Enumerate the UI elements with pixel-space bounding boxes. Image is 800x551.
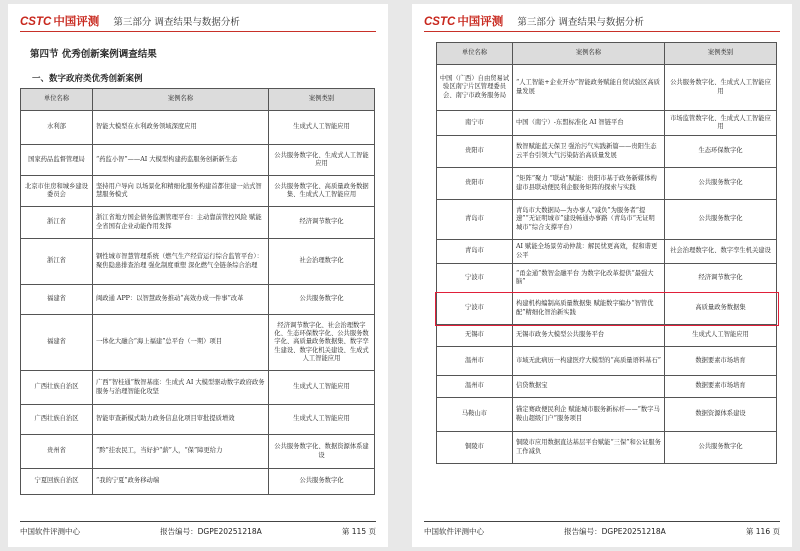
cell-unit: 青岛市 [437, 200, 513, 240]
table-row [437, 264, 777, 293]
cell-case: “矩阵”聚力 “联动”赋能：贵阳市基于政务新媒体构建市县联动便民利企服务矩阵的探索与实践 [513, 168, 665, 200]
cell-case: 锚定赛政便民利企 赋能城市服务新标杆——“数字马鞍山超级门户”服务项目 [513, 398, 665, 432]
footer-page-number: 第 116 页 [745, 527, 780, 536]
cell-case: 广西“智桂通”数智基座：生成式 AI 大模型驱动数字政府政务服务与治理智能化攻坚 [93, 371, 269, 405]
cell-unit: 国家药品监督管理局 [21, 145, 93, 176]
table-row [21, 315, 375, 371]
cell-case: 智能审查新模式助力政务信息化项目审批提质增效 [93, 405, 269, 435]
cell-case: 一体化大融合“海上福建”总平台（一期）项目 [93, 315, 269, 371]
table-row [437, 325, 777, 347]
table-row [21, 469, 375, 495]
cell-case: 浙江省地方国企债务监测管理平台：主动靠前管控风险 赋能全省国有企业动能作用发挥 [93, 207, 269, 239]
cell-category: 公共服务数字化、生成式人工智能应用 [665, 65, 777, 111]
cell-category: 公共服务数字化、生成式人工智能应用 [269, 145, 375, 176]
cases-table-left [20, 88, 375, 495]
table-row [21, 371, 375, 405]
cell-category: 社会治理数字化 [269, 239, 375, 285]
cell-unit: 北京市住房和城乡建设委员会 [21, 176, 93, 207]
cell-case: “药监小智”——AI 大模型构建药监服务创新新生态 [93, 145, 269, 176]
cell-case: 无锡市政务大模型公共服务平台 [513, 325, 665, 347]
cell-unit: 温州市 [437, 347, 513, 376]
cell-case: AI 赋能全场景劳动仲裁：解民忧更高效，促和谐更公平 [513, 240, 665, 264]
page-header [20, 10, 376, 32]
cell-unit: 水利部 [21, 111, 93, 145]
col-header-category: 案例类别 [665, 43, 777, 65]
cell-unit: 中国（广西）自由贸易试验区南宁片区管理委员会、南宁市政务服务局 [437, 65, 513, 111]
cell-unit: 贵州省 [21, 435, 93, 469]
table-row [437, 200, 777, 240]
table-row [21, 145, 375, 176]
cell-unit: 宁夏回族自治区 [21, 469, 93, 495]
table-row [437, 432, 777, 464]
table-row [437, 347, 777, 376]
cell-case: 闽政通 APP：以智慧政务推动“高效办成一件事”改革 [93, 285, 269, 315]
cell-unit: 南宁市 [437, 111, 513, 136]
cell-category: 公共服务数字化 [269, 469, 375, 495]
table-row [437, 168, 777, 200]
cell-category: 经济调节数字化、社会治理数字化、生态环保数字化、公共服务数字化、高质量政务数据集、数字孪生建设、数字化机关建设、生成式人工智能应用 [269, 315, 375, 371]
cstc-logo: CSTC 中国评测 [424, 15, 504, 28]
cell-category: 市场监管数字化、生成式人工智能应用 [665, 111, 777, 136]
cell-category: 生成式人工智能应用 [269, 405, 375, 435]
table-row [437, 240, 777, 264]
col-header-case: 案例名称 [513, 43, 665, 65]
cell-category: 公共服务数字化、高质量政务数据集、生成式人工智能应用 [269, 176, 375, 207]
table-header-row [437, 43, 777, 65]
col-header-unit: 单位名称 [437, 43, 513, 65]
header-title: 第三部分 调查结果与数据分析 [113, 16, 240, 28]
cell-category: 数据资源体系建设 [665, 398, 777, 432]
cell-category: 经济调节数字化 [269, 207, 375, 239]
cell-case: 市域无此病历一构建医疗大模型的“高质量语料基石” [513, 347, 665, 376]
table-row [21, 435, 375, 469]
cell-unit: 浙江省 [21, 207, 93, 239]
table-row [437, 65, 777, 111]
cell-unit: 福建省 [21, 315, 93, 371]
cell-case: 青岛市大数据局—为办事人“减负”为服务者“提速”“无证明城市”建设畅通办事路（青岛市“无证明城市”综合支撑平台） [513, 200, 665, 240]
page-footer [424, 521, 780, 537]
section-title: 第四节 优秀创新案例调查结果 [30, 49, 157, 60]
table-row [21, 285, 375, 315]
cell-case: 铜陵市应用数据直达基层平台赋能“三保”和公证服务工作减负 [513, 432, 665, 464]
footer-org: 中国软件评测中心 [424, 527, 484, 536]
cell-case: “人工智能+企业开办”智能政务赋能自贸试验区高质量发展 [513, 65, 665, 111]
cell-unit: 马鞍山市 [437, 398, 513, 432]
cell-unit: 广西壮族自治区 [21, 405, 93, 435]
table-row [21, 405, 375, 435]
header-title: 第三部分 调查结果与数据分析 [517, 16, 644, 28]
cell-case: “甬金通”数智金融平台 为数字化改革提供“最强大脑” [513, 264, 665, 293]
cell-case: 信贷数据宝 [513, 376, 665, 398]
cell-category: 高质量政务数据集 [665, 293, 777, 325]
cell-unit: 青岛市 [437, 240, 513, 264]
col-header-unit: 单位名称 [21, 89, 93, 111]
cell-case: “我的宁夏”政务移动端 [93, 469, 269, 495]
cell-category: 社会治理数字化、数字孪生机关建设 [665, 240, 777, 264]
cell-unit: 宁波市 [437, 293, 513, 325]
cell-category: 生成式人工智能应用 [269, 111, 375, 145]
cell-category: 公共服务数字化 [269, 285, 375, 315]
table-row [21, 207, 375, 239]
cell-category: 数据要素市场培育 [665, 347, 777, 376]
cell-category: 经济调节数字化 [665, 264, 777, 293]
table-row [437, 398, 777, 432]
cell-case: 数智赋能蓝天保卫 强治污气实践新篇——贵阳生态云平台引领大气污染防治高质量发展 [513, 136, 665, 168]
table-row [437, 111, 777, 136]
cstc-logo: CSTC 中国评测 [20, 15, 100, 28]
cell-category: 公共服务数字化 [665, 200, 777, 240]
cell-unit: 福建省 [21, 285, 93, 315]
cell-category: 公共服务数字化 [665, 168, 777, 200]
table-row-highlighted [437, 293, 777, 325]
cell-unit: 温州市 [437, 376, 513, 398]
cell-category: 生态环保数字化 [665, 136, 777, 168]
footer-report-number: 报告编号：DGPE20251218A [160, 527, 262, 536]
table-header-row [21, 89, 375, 111]
cell-case: 智能大模型在水利政务领域深度应用 [93, 111, 269, 145]
cell-unit: 浙江省 [21, 239, 93, 285]
cell-category: 生成式人工智能应用 [269, 371, 375, 405]
cell-unit: 无锡市 [437, 325, 513, 347]
footer-org: 中国软件评测中心 [20, 527, 80, 536]
cell-case: “黔”挂农民工，当好护“薪”人，“保”障更给力 [93, 435, 269, 469]
cell-category: 公共服务数字化、数据资源体系建设 [269, 435, 375, 469]
cell-unit: 铜陵市 [437, 432, 513, 464]
subsection-title: 一、数字政府类优秀创新案例 [32, 74, 143, 84]
cell-category: 数据要素市场培育 [665, 376, 777, 398]
table-row [437, 136, 777, 168]
cases-table-right [436, 42, 777, 464]
table-row [21, 111, 375, 145]
col-header-case: 案例名称 [93, 89, 269, 111]
footer-page-number: 第 115 页 [341, 527, 376, 536]
table-row [437, 376, 777, 398]
document-page-left [8, 4, 388, 547]
page-footer [20, 521, 376, 537]
col-header-category: 案例类别 [269, 89, 375, 111]
footer-report-number: 报告编号：DGPE20251218A [564, 527, 666, 536]
cell-category: 公共服务数字化 [665, 432, 777, 464]
cell-case: 钢性城市智慧管理系统（燃气生产经营运行综合监管平台）：聚焦隐患排查治理 强化制度重塑 深化燃气全链条综合治理 [93, 239, 269, 285]
cell-unit: 贵阳市 [437, 168, 513, 200]
table-row [21, 239, 375, 285]
cell-case: 构建机构编制高质量数据集 赋能数字编办“智管优配”精细化智治新实践 [513, 293, 665, 325]
cell-unit: 广西壮族自治区 [21, 371, 93, 405]
page-header [424, 10, 780, 32]
document-page-right [412, 4, 792, 547]
cell-unit: 贵阳市 [437, 136, 513, 168]
table-row [21, 176, 375, 207]
cell-unit: 宁波市 [437, 264, 513, 293]
cell-case: 坚持用户导向 以场景化和精细化服务构建首都住建一站式智慧服务模式 [93, 176, 269, 207]
cell-category: 生成式人工智能应用 [665, 325, 777, 347]
cell-case: 中国（南宁）-东盟标准化 AI 智链平台 [513, 111, 665, 136]
